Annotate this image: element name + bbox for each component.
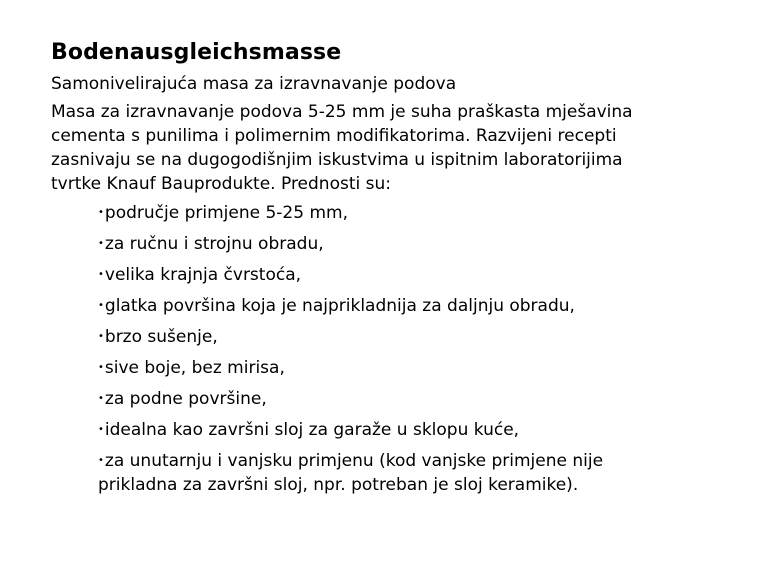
list-item xyxy=(98,201,678,225)
list-item-text: sive boje, bez mirisa, xyxy=(104,358,285,378)
document-page xyxy=(51,38,731,504)
document-subtitle: Samonivelirajuća masa za izravnavanje podova xyxy=(51,74,457,94)
list-item xyxy=(98,294,678,318)
list-item-text: za podne površine, xyxy=(104,389,267,409)
list-item xyxy=(98,263,678,287)
list-item-text: za ručnu i strojnu obradu, xyxy=(104,234,324,254)
list-item xyxy=(98,325,678,349)
list-item xyxy=(98,449,678,497)
intro-paragraph: Masa za izravnavanje podova 5-25 mm je suha praškasta mješavina cementa s punilima i polimernim modifikatorima. Razvijeni recepti zasnivaju se na dugogodišnjim iskustvima u ispitnim laboratorijima tvrtke Knauf Bauprodukte. Prednosti su: xyxy=(51,102,633,194)
bullet-icon: • xyxy=(98,424,104,435)
list-item xyxy=(98,356,678,380)
list-item-text: brzo sušenje, xyxy=(104,327,218,347)
advantages-list xyxy=(51,201,731,497)
bullet-icon: • xyxy=(98,455,104,466)
list-item-text: idealna kao završni sloj za garaže u sklopu kuće, xyxy=(104,420,520,440)
list-item-text: područje primjene 5-25 mm, xyxy=(104,203,348,223)
list-item-text: za unutarnju i vanjsku primjenu (kod vanjske primjene nije prikladna za završni sloj, npr. potreban je sloj keramike). xyxy=(98,451,604,495)
document-title: Bodenausgleichsmasse xyxy=(51,40,342,65)
bullet-icon: • xyxy=(98,393,104,404)
list-item-text: glatka površina koja je najprikladnija za daljnju obradu, xyxy=(104,296,575,316)
list-item xyxy=(98,387,678,411)
bullet-icon: • xyxy=(98,269,104,280)
list-item xyxy=(98,418,678,442)
list-item-text: velika krajnja čvrstoća, xyxy=(104,265,302,285)
list-item xyxy=(98,232,678,256)
bullet-icon: • xyxy=(98,331,104,342)
bullet-icon: • xyxy=(98,300,104,311)
bullet-icon: • xyxy=(98,362,104,373)
bullet-icon: • xyxy=(98,207,104,218)
bullet-icon: • xyxy=(98,238,104,249)
